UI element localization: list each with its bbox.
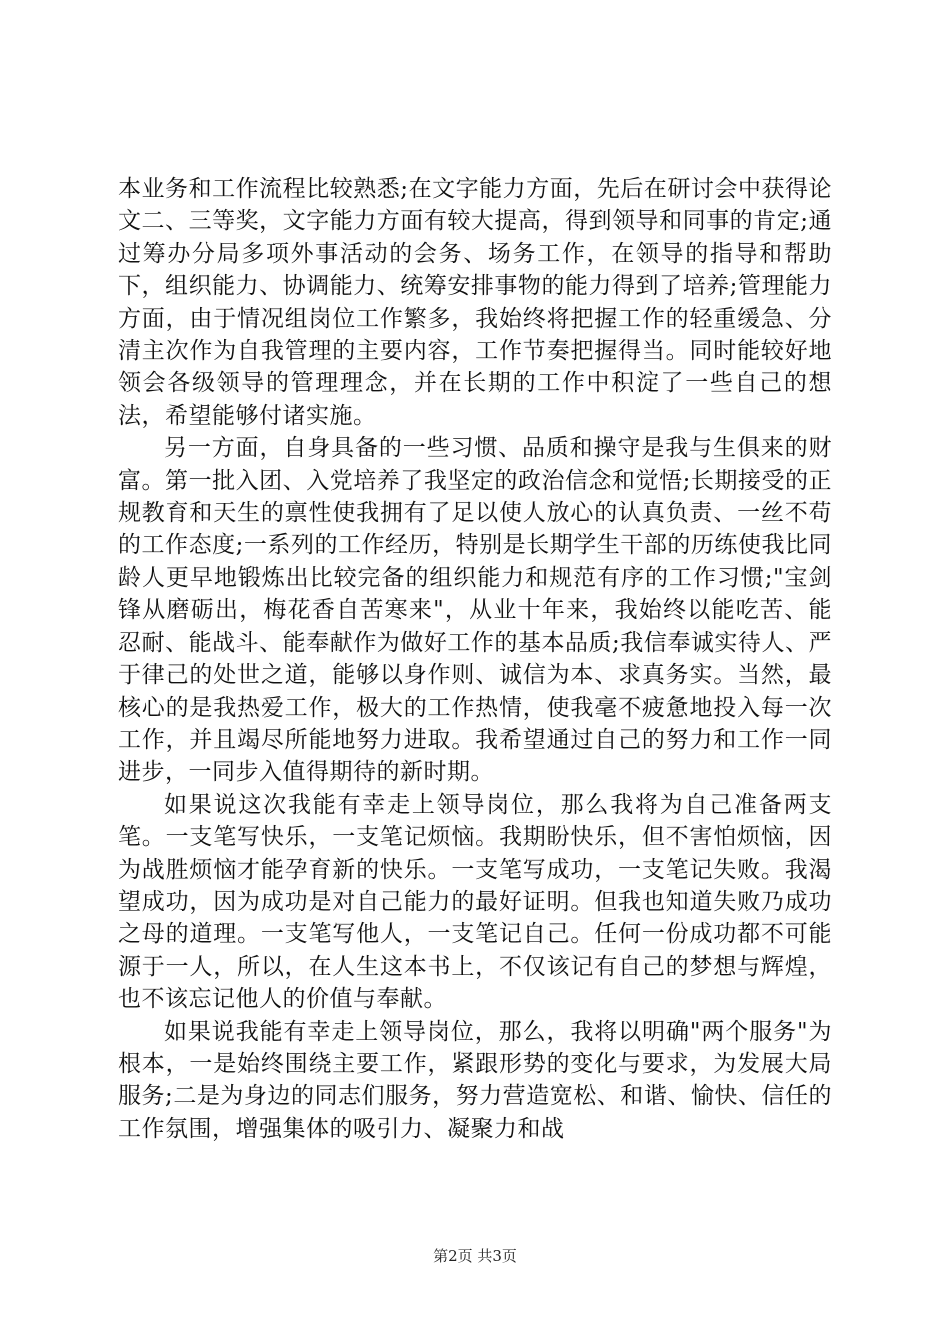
paragraph-2: 另一方面，自身具备的一些习惯、品质和操守是我与生俱来的财富。第一批入团、入党培养了我坚定的政治信念和觉悟;长期接受的正规教育和天生的禀性使我拥有了足以使人放心的认真负责、一丝不苟的工作态度;一系列的工作经历，特别是长期学生干部的历练使我比同龄人更早地锻炼出比较完备的组织能力和规范有序的工作习惯;"宝剑锋从磨砺出，梅花香自苦寒来"，从业十年来，我始终以能吃苦、能忍耐、能战斗、能奉献作为做好工作的基本品质;我信奉诚实待人、严于律己的处世之道，能够以身作则、诚信为本、求真务实。当然，最核心的是我热爱工作，极大的工作热情，使我毫不疲惫地投入每一次工作，并且竭尽所能地努力进取。我希望通过自己的努力和工作一同进步，一同步入值得期待的新时期。 — [118, 435, 832, 786]
page-footer: 第2页 共3页 — [433, 1247, 517, 1265]
body-text — [118, 173, 832, 1145]
paragraph-1: 本业务和工作流程比较熟悉;在文字能力方面，先后在研讨会中获得论文二、三等奖，文字能力方面有较大提高，得到领导和同事的肯定;通过筹办分局多项外事活动的会务、场务工作，在领导的指导和帮助下，组织能力、协调能力、统筹安排事物的能力得到了培养;管理能力方面，由于情况组岗位工作繁多，我始终将把握工作的轻重缓急、分清主次作为自我管理的主要内容，工作节奏把握得当。同时能较好地领会各级领导的管理理念，并在长期的工作中积淀了一些自己的想法，希望能够付诸实施。 — [118, 176, 832, 429]
paragraph-4: 如果说我能有幸走上领导岗位，那么，我将以明确"两个服务"为根本，一是始终围绕主要工作，紧跟形势的变化与要求，为发展大局服务;二是为身边的同志们服务，努力营造宽松、和谐、愉快、信任的工作氛围，增强集体的吸引力、凝聚力和战 — [118, 1018, 832, 1142]
paragraph-3: 如果说这次我能有幸走上领导岗位，那么我将为自己准备两支笔。一支笔写快乐，一支笔记烦恼。我期盼快乐，但不害怕烦恼，因为战胜烦恼才能孕育新的快乐。一支笔写成功，一支笔记失败。我渴望成功，因为成功是对自己能力的最好证明。但我也知道失败乃成功之母的道理。一支笔写他人，一支笔记自己。任何一份成功都不可能源于一人，所以，在人生这本书上，不仅该记有自己的梦想与辉煌，也不该忘记他人的价值与奉献。 — [118, 791, 832, 1013]
